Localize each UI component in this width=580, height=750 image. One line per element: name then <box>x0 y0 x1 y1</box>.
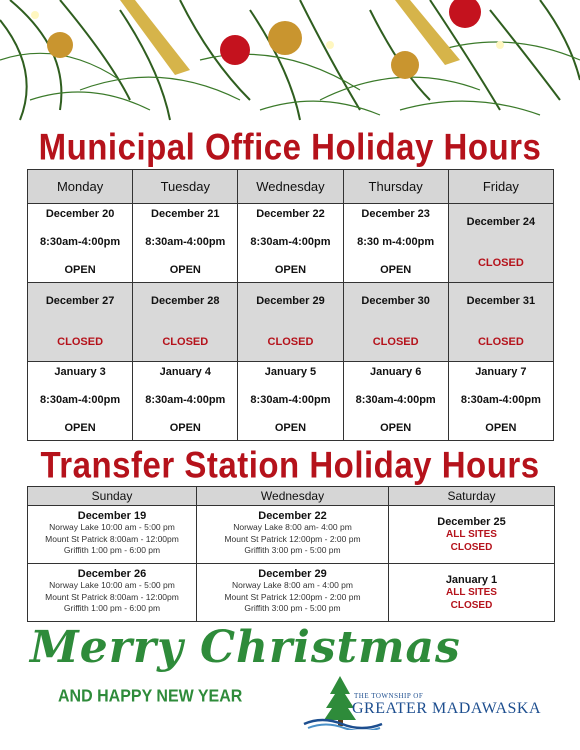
cell-date: December 29 <box>258 568 327 580</box>
cell-date: December 26 <box>77 568 147 580</box>
day-header: Wednesday <box>238 170 343 204</box>
cell-date: December 23 <box>361 208 430 220</box>
cell-date: January 1 <box>445 574 498 586</box>
day-cell <box>133 204 238 283</box>
cell-date: January 4 <box>159 366 211 378</box>
cell-status: OPEN <box>169 264 201 276</box>
site-hours: Mount St Patrick 12:00pm - 2:00 pm <box>224 591 361 602</box>
cell-date: January 5 <box>264 366 317 378</box>
cell-hours: 8:30am-4:00pm <box>40 236 121 248</box>
day-cell-closed <box>448 204 553 283</box>
table-row <box>28 506 555 564</box>
cell-date: December 24 <box>466 216 536 228</box>
cell-date: January 7 <box>475 366 527 378</box>
cell-hours: 8:30 m-4:00pm <box>357 236 435 248</box>
day-header: Friday <box>448 170 553 204</box>
cell-date: December 29 <box>256 295 325 307</box>
cell-date: December 25 <box>437 516 506 528</box>
site-hours: Norway Lake 8:00 am - 4:00 pm <box>232 580 353 590</box>
cell-status: ALL SITES <box>446 587 497 598</box>
cell-date: January 3 <box>54 366 106 378</box>
cell-hours: 8:30am-4:00pm <box>145 236 226 248</box>
day-cell-closed <box>28 283 133 362</box>
cell-hours: 8:30am-4:00pm <box>460 394 541 406</box>
day-cell-closed <box>448 283 553 362</box>
cell-status: OPEN <box>274 422 307 434</box>
day-cell-closed <box>133 283 238 362</box>
cell-hours: 8:30am-4:00pm <box>355 394 436 406</box>
day-cell <box>343 362 448 441</box>
cell-date: January 6 <box>369 366 422 378</box>
day-cell-closed <box>238 283 343 362</box>
cell-status: ALL SITES <box>446 529 497 540</box>
cell-date: December 22 <box>258 510 327 522</box>
cell-status: CLOSED <box>162 336 209 348</box>
site-hours: Norway Lake 10:00 am - 5:00 pm <box>49 580 175 590</box>
table-row <box>28 564 555 622</box>
day-cell <box>28 204 133 283</box>
site-hours: Norway Lake 10:00 am - 5:00 pm <box>49 522 175 532</box>
cell-date: December 31 <box>466 295 536 307</box>
cell-hours: 8:30am-4:00pm <box>250 236 331 248</box>
table-row <box>28 283 554 362</box>
cell-date: December 28 <box>151 295 220 307</box>
cell-date: December 20 <box>45 208 115 220</box>
transfer-station-title: Transfer Station Holiday Hours <box>40 443 540 486</box>
saturday-cell <box>389 564 555 622</box>
day-cell <box>238 204 343 283</box>
day-header: Wednesday <box>197 487 389 506</box>
cell-date: December 27 <box>45 295 115 307</box>
table-row <box>28 362 554 441</box>
wednesday-cell <box>197 506 389 564</box>
cell-hours: 8:30am-4:00pm <box>145 394 226 406</box>
merry-christmas-heading: Merry Christmas <box>30 622 461 673</box>
site-hours: Mount St Patrick 8:00am - 12:00pm <box>45 591 179 602</box>
day-cell <box>28 362 133 441</box>
site-hours: Griffith 3:00 pm - 5:00 pm <box>244 545 341 555</box>
cell-status: CLOSED <box>477 336 524 348</box>
christmas-garland-decoration <box>0 0 580 130</box>
day-header: Tuesday <box>133 170 238 204</box>
day-cell <box>133 362 238 441</box>
day-header: Saturday <box>389 487 555 506</box>
cell-status: CLOSED <box>477 257 524 269</box>
logo-title: GREATER MADAWASKA <box>352 700 541 717</box>
site-hours: Griffith 1:00 pm - 6:00 pm <box>63 545 161 555</box>
site-hours: Griffith 3:00 pm - 5:00 pm <box>244 603 341 613</box>
cell-status: CLOSED <box>450 542 493 553</box>
wednesday-cell <box>197 564 389 622</box>
site-hours: Mount St Patrick 12:00pm - 2:00 pm <box>224 533 361 544</box>
cell-date: December 30 <box>361 295 430 307</box>
day-cell <box>343 204 448 283</box>
cell-status: CLOSED <box>450 600 493 611</box>
day-header: Thursday <box>343 170 448 204</box>
cell-status: CLOSED <box>267 336 314 348</box>
day-header: Monday <box>28 170 133 204</box>
cell-status: OPEN <box>169 422 201 434</box>
site-hours: Mount St Patrick 8:00am - 12:00pm <box>45 533 179 544</box>
happy-new-year-text: AND HAPPY NEW YEAR <box>58 687 243 706</box>
cell-status: OPEN <box>274 264 307 276</box>
saturday-cell <box>389 506 555 564</box>
cell-status: OPEN <box>64 264 96 276</box>
day-cell-closed <box>343 283 448 362</box>
cell-date: December 22 <box>256 208 325 220</box>
sunday-cell <box>28 506 197 564</box>
site-hours: Griffith 1:00 pm - 6:00 pm <box>63 603 161 613</box>
office-hours-title: Municipal Office Holiday Hours <box>38 125 542 168</box>
table-row <box>28 204 554 283</box>
office-hours-table <box>27 169 554 441</box>
cell-date: December 19 <box>77 510 147 522</box>
logo-subtitle: THE TOWNSHIP OF <box>354 692 424 700</box>
day-cell <box>448 362 553 441</box>
transfer-station-table <box>27 486 555 622</box>
cell-date: December 21 <box>151 208 220 220</box>
site-hours: Norway Lake 8:00 am- 4:00 pm <box>233 522 352 532</box>
cell-status: CLOSED <box>372 336 419 348</box>
cell-hours: 8:30am-4:00pm <box>40 394 121 406</box>
cell-status: OPEN <box>485 422 517 434</box>
sunday-cell <box>28 564 197 622</box>
cell-status: OPEN <box>380 264 412 276</box>
day-cell <box>238 362 343 441</box>
day-header: Sunday <box>28 487 197 506</box>
cell-status: OPEN <box>380 422 412 434</box>
cell-status: CLOSED <box>57 336 104 348</box>
cell-status: OPEN <box>64 422 96 434</box>
cell-hours: 8:30am-4:00pm <box>250 394 331 406</box>
